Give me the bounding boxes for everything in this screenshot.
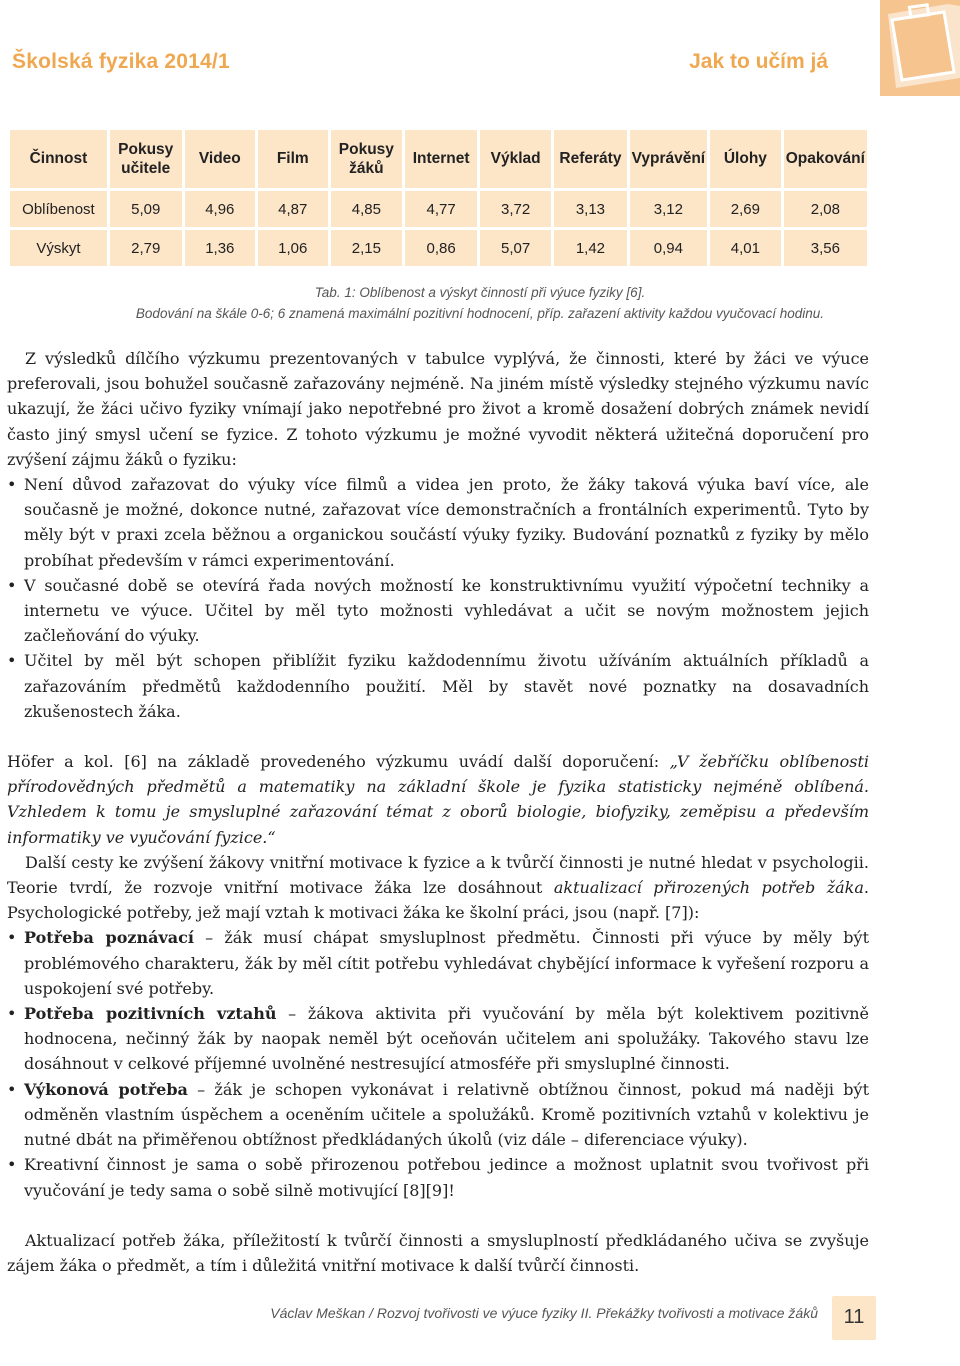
list-item-text: – žák je schopen vykonávat i relativně obtížnou činnost, pokud má naději být odměněn vlastním úspěchem a oceněním učitele a spolužáků. Kromě pozitivních vztahů v kolektivu je nutné dbát na přiměřenou obtížnost předkládaných úkolů (viz dále – diferenciace výuky). xyxy=(24,1079,869,1150)
table-header-cell: Opakování xyxy=(784,130,867,188)
table-header-cell: Vyprávění xyxy=(630,130,708,188)
list-item xyxy=(7,1152,869,1202)
table-caption-line1: Tab. 1: Oblíbenost a výskyt činností při výuce fyziky [6]. xyxy=(314,285,646,300)
table-cell: 0,94 xyxy=(630,230,708,266)
table-cell: 2,79 xyxy=(110,230,182,266)
list-item xyxy=(7,925,869,1001)
paragraph-part: Další cesty ke zvýšení žákovy vnitřní motivace k fyzice a k tvůrčí činnosti je nutné hledat v psychologii. Teorie tvrdí, že rozvoje vnitřní motivace žáka lze dosáhnout xyxy=(7,852,869,898)
list-item: • Není důvod zařazovat do výuky více filmů a videa jen proto, že žáky taková výuka baví více, ale současně je možné, dokonce nutné, zařazovat více demonstračních a frontálních experimentů. Tyto by měly být v praxi zcela běžnou a organickou součástí výuky fyziky. Budování poznatků z fyziky by mělo probíhat především v rámci experimentování. xyxy=(7,472,869,573)
table-cell: 5,09 xyxy=(110,191,182,227)
footer-citation: Václav Meškan / Rozvoj tvořivosti ve výuce fyziky II. Překážky tvořivosti a motivace žáků xyxy=(270,1305,818,1321)
table-row xyxy=(10,191,867,227)
table-header-cell: Výklad xyxy=(480,130,551,188)
list-item-term: Potřeba poznávací xyxy=(24,928,194,948)
table-caption-line2: Bodování na škále 0-6; 6 znamená maximální pozitivní hodnocení, příp. zařazení aktivity každou vyučovací hodinu. xyxy=(135,306,825,321)
table-cell: Výskyt xyxy=(10,230,107,266)
table-header-row xyxy=(10,130,867,188)
table-cell: 3,12 xyxy=(630,191,708,227)
table-cell: 1,42 xyxy=(554,230,626,266)
paragraph-part: Höfer a kol. [6] na základě provedeného výzkumu uvádí další doporučení: xyxy=(7,752,670,772)
table-cell: 5,07 xyxy=(480,230,551,266)
list-item: • Učitel by měl být schopen přiblížit fyziku každodennímu životu užíváním aktuálních příkladů a zařazováním předmětů každodenního použití. Měl by stavět nové poznatky na dosavadních zkušenostech žáka. xyxy=(7,648,869,724)
table-cell: 4,87 xyxy=(258,191,328,227)
table-cell: 2,08 xyxy=(784,191,867,227)
table-cell: 3,13 xyxy=(554,191,626,227)
main-text xyxy=(7,346,869,1278)
table-cell: 4,85 xyxy=(331,191,403,227)
paragraph-conclusion: Aktualizací potřeb žáka, příležitostí k tvůrčí činnosti a smysluplností předkládaného učiva se zvyšuje zájem žáka o předmět, a tím i důležitá vnitřní motivace k další tvůrčí činnosti. xyxy=(7,1230,869,1275)
list-item xyxy=(7,1001,869,1077)
paragraph-part: Z výsledků dílčího výzkumu prezentovaných v tabulce vyplývá, že činnosti, které by žáci ve výuce preferovali, jsou bohužel současně zařazovány nejméně. xyxy=(7,349,869,394)
list-item-text: – žákova aktivita při vyučování by měla být kolektivem pozitivně hodnocena, nečinný žák by naopak neměl být oceňován učitelem ani spolužáky. Takového stavu lze dosáhnout v celkové příjemné uvolněné nestresující atmosféře při smysluplné činnosti. xyxy=(24,1004,869,1074)
needs-list xyxy=(7,925,869,1202)
table-cell: 1,36 xyxy=(185,230,255,266)
page-number-box xyxy=(832,1296,876,1340)
table-header-cell: Činnost xyxy=(10,130,107,188)
section-title: Jak to učím já xyxy=(689,50,828,73)
quote-text: „V žebříčku oblíbenosti přírodovědných předmětů a matematiky na základní škole je fyzika statisticky nejméně oblíbená. Vzhledem k tomu je smysluplné zařazování témat z oborů biologie, biofyziky, zeměpisu a především informatiky ve vyučování fyzice.“ xyxy=(7,752,870,847)
list-item-term: Potřeba pozitivních vztahů xyxy=(24,1004,277,1024)
list-item xyxy=(7,1077,869,1153)
table-cell: 4,01 xyxy=(710,230,781,266)
folder-icon xyxy=(880,0,960,96)
table-header-cell: Pokusy učitele xyxy=(110,130,182,188)
list-item-text: Kreativní činnost je sama o sobě přirozenou potřebou jedince a možnost uplatnit svou tvořivost při vyučování je tedy sama o sobě silně motivující [8][9]! xyxy=(24,1155,869,1200)
table-row xyxy=(10,230,867,266)
table-header-cell: Pokusy žáků xyxy=(331,130,403,188)
paragraph-part: Z tohoto výzkumu je možné vyvodit některá užitečná doporučení pro zvýšení zájmu žáků o fyziku: xyxy=(7,424,870,469)
table-cell: 0,86 xyxy=(405,230,477,266)
paragraph-hofer xyxy=(7,749,869,850)
table-cell: 2,15 xyxy=(331,230,403,266)
emphasis-text: aktualizací přirozených potřeb žáka xyxy=(553,878,864,898)
table-cell: 3,72 xyxy=(480,191,551,227)
table-cell: Oblíbenost xyxy=(10,191,107,227)
paragraph-part: Na jiném místě výsledky stejného výzkumu navíc ukazují, že žáci učivo fyziky vnímají jako nepotřebné pro život a kromě dosažení dobrých známek nevidí často jiný smysl učení se fyzice. xyxy=(7,374,869,444)
journal-title: Školská fyzika 2014/1 xyxy=(12,50,230,73)
list-item-term: Výkonová potřeba xyxy=(24,1079,188,1099)
list-item: • V současné době se otevírá řada nových možností ke konstruktivnímu využití výpočetní techniky a internetu ve výuce. Učitel by měl tyto možnosti vyhledávat a učit se novým možnostem jejich začleňování do výuky. xyxy=(7,573,869,649)
table-header-cell: Video xyxy=(185,130,255,188)
recommendation-list xyxy=(7,472,869,724)
table-header-cell: Internet xyxy=(405,130,477,188)
table-header-cell: Film xyxy=(258,130,328,188)
table-cell: 1,06 xyxy=(258,230,328,266)
table-header-cell: Úlohy xyxy=(710,130,781,188)
table-cell: 4,77 xyxy=(405,191,477,227)
table-header-cell: Referáty xyxy=(554,130,626,188)
paragraph-psychology xyxy=(7,850,869,926)
table-cell: 2,69 xyxy=(710,191,781,227)
activity-table xyxy=(7,127,870,269)
paragraph-intro xyxy=(7,346,869,472)
page-number: 11 xyxy=(843,1306,865,1328)
list-item-text: – žák musí chápat smysluplnost předmětu. Činnosti při výuce by měly být problémového charakteru, žák by měl cítit potřebu vyhledávat chybějící informace k vyřešení rozporu a uspokojení své potřeby. xyxy=(24,928,869,998)
table-cell: 4,96 xyxy=(185,191,255,227)
paragraph-part: . Psychologické potřeby, jež mají vztah k motivaci žáka ke školní práci, jsou (např. [7]): xyxy=(7,878,870,923)
table-cell: 3,56 xyxy=(784,230,867,266)
